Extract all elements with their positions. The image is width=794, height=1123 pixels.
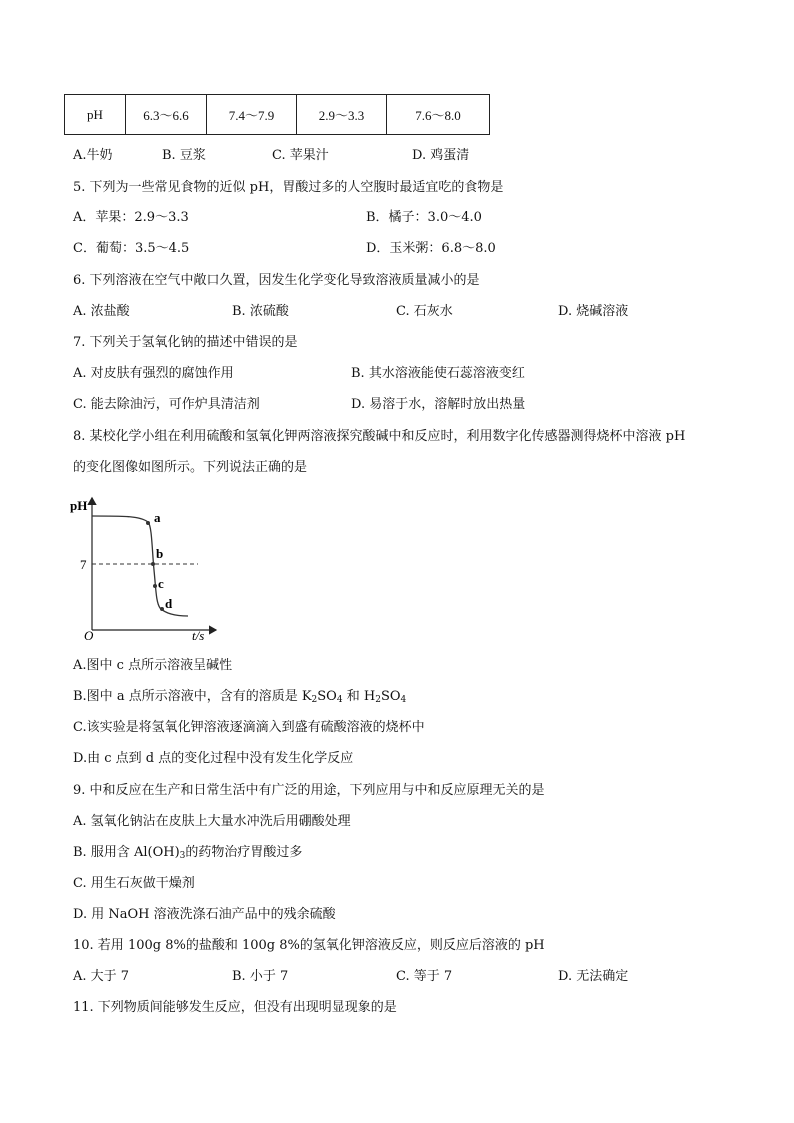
ph-table-cell: 7.6～8.0 [387,95,490,135]
q11-stem: 11. 下列物质间能够发生反应，但没有出现明显现象的是 [73,1000,397,1015]
reference-label: 7 [80,557,87,572]
q5-option-a: A．苹果：2.9～3.3 [73,210,189,225]
q9-stem: 9. 中和反应在生产和日常生活中有广泛的用途，下列应用与中和反应原理无关的是 [73,783,545,798]
ph-table-cell: 2.9～3.3 [297,95,387,135]
point-label-a: a [154,510,161,525]
q4-option-a: A.牛奶 [73,148,113,163]
origin-label: O [84,628,94,643]
q4-option-d: D. 鸡蛋清 [412,148,470,163]
q6-option-b: B. 浓硫酸 [232,304,289,319]
q6-option-c: C. 石灰水 [396,304,453,319]
q4-option-b: B. 豆浆 [162,148,206,163]
q10-option-a: A. 大于 7 [73,969,130,984]
data-point [146,521,150,525]
data-point [153,584,157,588]
ph-table-cell: pH [65,95,126,135]
q10-stem: 10. 若用 100g 8%的盐酸和 100g 8%的氢氧化钾溶液反应，则反应后溶液的 pH [73,938,545,953]
q8-option-c: C.该实验是将氢氧化钾溶液逐滴滴入到盛有硫酸溶液的烧杯中 [73,720,425,735]
ph-curve [92,516,188,616]
x-axis-label: t/s [192,628,205,643]
q8-stem-line2: 的变化图像如图所示。下列说法正确的是 [73,460,308,475]
q10-option-d: D. 无法确定 [558,969,629,984]
data-point [151,562,155,566]
ph-curve-chart [66,490,226,644]
ph-table [64,94,490,135]
q4-option-c: C. 苹果汁 [272,148,329,163]
y-axis-label: pH [70,498,88,513]
point-label-b: b [156,546,164,561]
q6-stem: 6. 下列溶液在空气中敞口久置，因发生化学变化导致溶液质量减小的是 [73,273,480,288]
ph-table-cell: 7.4～7.9 [207,95,297,135]
q9-option-c: C. 用生石灰做干燥剂 [73,876,195,891]
q5-stem: 5. 下列为一些常见食物的近似 pH，胃酸过多的人空腹时最适宜吃的食物是 [73,180,504,195]
q9-option-a: A. 氢氧化钠沾在皮肤上大量水冲洗后用硼酸处理 [73,814,351,829]
q6-option-a: A. 浓盐酸 [73,304,130,319]
data-point [160,607,164,611]
q10-option-b: B. 小于 7 [232,969,289,984]
q9-option-b: B. 服用含 $Al(OH)_3$的药物治疗胃酸过多 [73,845,303,861]
point-label-c: c [158,576,164,591]
q9-option-d: D. 用 NaOH 溶液洗涤石油产品中的残余硫酸 [73,907,336,922]
q7-option-c: C. 能去除油污，可作炉具清洁剂 [73,397,260,412]
q5-option-c: C．葡萄：3.5～4.5 [73,241,190,256]
q6-option-d: D. 烧碱溶液 [558,304,629,319]
ph-table-row [65,95,490,135]
q5-option-d: D．玉米粥：6.8～8.0 [366,241,496,256]
q8-stem-line1: 8. 某校化学小组在利用硫酸和氢氧化钾两溶液探究酸碱中和反应时，利用数字化传感器测得烧杯中溶液 pH [73,429,686,444]
point-label-d: d [165,596,173,611]
q7-stem: 7. 下列关于氢氧化钠的描述中错误的是 [73,335,298,350]
q8-option-d: D.由 c 点到 d 点的变化过程中没有发生化学反应 [73,751,354,766]
q5-option-b: B．橘子：3.0～4.0 [366,210,482,225]
q8-option-a: A.图中 c 点所示溶液呈碱性 [73,658,233,673]
q8-option-b: B.图中 a 点所示溶液中，含有的溶质是 $K_2SO_4$ 和 $H_2SO_4$ [73,689,407,705]
ph-table-cell: 6.3～6.6 [126,95,207,135]
q10-option-c: C. 等于 7 [396,969,453,984]
q7-option-a: A. 对皮肤有强烈的腐蚀作用 [73,366,234,381]
q7-option-b: B. 其水溶液能使石蕊溶液变红 [351,366,525,381]
q7-option-d: D. 易溶于水，溶解时放出热量 [351,397,526,412]
